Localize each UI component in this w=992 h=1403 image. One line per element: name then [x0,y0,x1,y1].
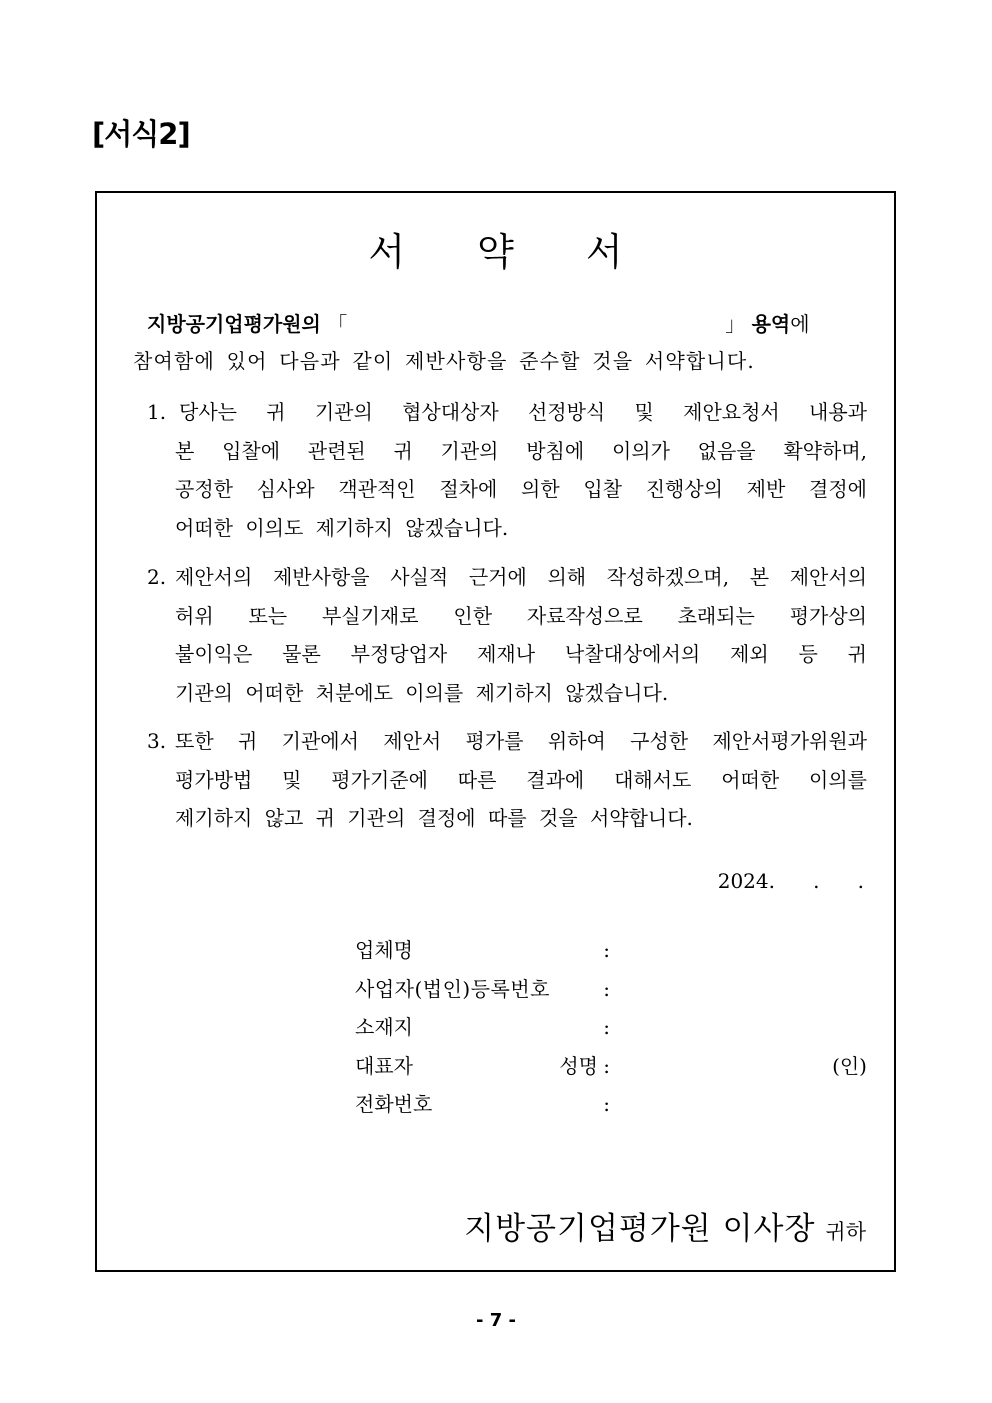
form-number-label: [서식2] [92,117,190,151]
intro-line-2: 참여함에 있어 다음과 같이 제반사항을 준수할 것을 서약합니다. [133,349,755,373]
item-line: 허위 또는 부실기재로 인한 자료작성으로 초래되는 평가상의 [175,603,867,628]
item-line: 불이익은 물론 부정당업자 제재나 낙찰대상에서의 제외 등 귀 [175,642,867,666]
service-label: 용역 [751,312,791,336]
item-line: 공정한 심사와 객관적인 절차에 의한 입찰 진행상의 제반 결정에 [175,477,867,501]
company-info-fields [355,931,867,1124]
field-business-registration-number[interactable]: 사업자(법인)등록번호 : [355,970,867,1009]
page-number: - 7 - [476,1310,516,1331]
field-label: 업체명 [355,938,413,962]
field-address[interactable]: 소재지 : [355,1008,867,1047]
recipient-line [464,1203,866,1248]
seal-mark: (인) [832,1053,867,1078]
item-line: 본 입찰에 관련된 귀 기관의 방침에 이의가 없음을 확약하며, [175,438,867,463]
item-line: 어떠한 이의도 제기하지 않겠습니다. [175,515,509,540]
pledge-item-1 [147,393,867,547]
field-company-name[interactable]: 업체명 : [355,931,867,970]
item-line: 제기하지 않고 귀 기관의 결정에 따를 것을 서약합니다. [175,806,693,830]
recipient-name: 지방공기업평가원 이사장 [464,1211,816,1247]
item-line: 평가방법 및 평가기준에 따른 결과에 대해서도 어떠한 이의를 [175,767,867,792]
field-label: 사업자(법인)등록번호 [355,976,550,1001]
title-char: 서 [585,230,623,274]
recipient-honorific: 귀하 [825,1220,866,1244]
intro-line-1 [147,308,867,337]
close-bracket: 」 [725,312,746,336]
intro-suffix: 에 [790,312,810,336]
title-char: 약 [477,230,514,274]
title-char: 서 [368,230,406,274]
field-label: 전화번호 [355,1092,433,1116]
pledge-date[interactable]: 2024. . . [717,869,864,893]
document-title [97,221,894,276]
item-number: 1. [147,400,167,424]
item-line: 기관의 어떠한 처분에도 이의를 제기하지 않겠습니다. [175,680,669,705]
pledge-document-frame [95,191,896,1272]
item-line: 당사는 귀 기관의 협상대상자 선정방식 및 제안요청서 내용과 [179,400,867,424]
field-representative-name[interactable]: 대표자 성명 : (인) [355,1047,867,1086]
field-label: 대표자 성명 [355,1053,598,1078]
item-number: 3. [147,729,167,753]
open-bracket: 「 [327,312,348,336]
item-number: 2. [147,565,167,589]
org-prefix: 지방공기업평가원의 [147,312,321,336]
item-line: 또한 귀 기관에서 제안서 평가를 위하여 구성한 제안서평가위원과 [175,729,867,753]
field-phone-number[interactable]: 전화번호 : [355,1085,867,1124]
pledge-item-3 [147,722,867,838]
item-line: 제안서의 제반사항을 사실적 근거에 의해 작성하겠으며, 본 제안서의 [175,565,867,589]
field-label: 소재지 [355,1015,413,1039]
pledge-item-2 [147,558,867,712]
